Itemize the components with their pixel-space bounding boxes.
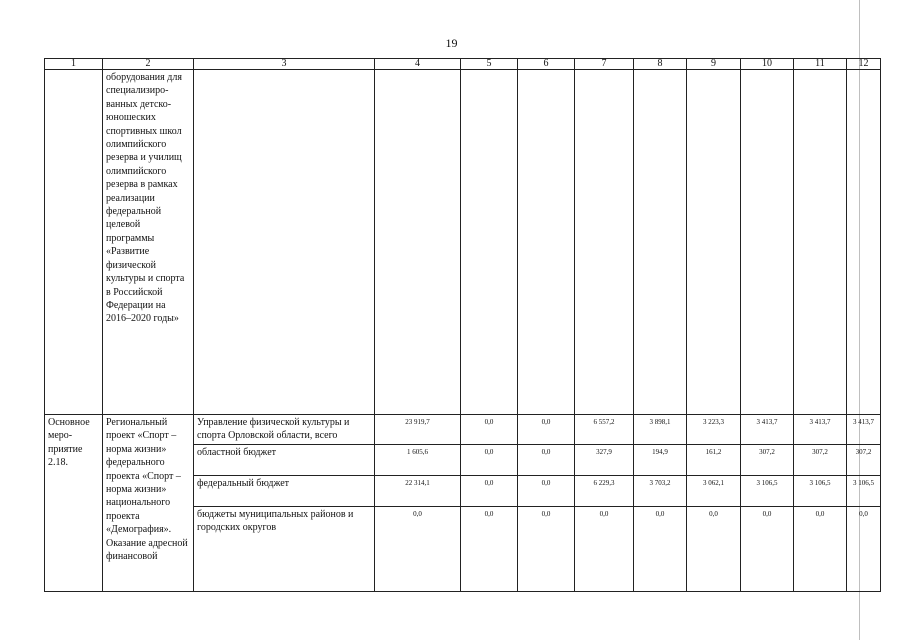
value-cell: 0,0	[461, 475, 518, 506]
value-cell: 3 106,5	[847, 475, 881, 506]
header-cell-2: 2	[103, 59, 194, 70]
value-cell: 0,0	[518, 506, 575, 591]
empty-cell	[461, 70, 518, 415]
header-cell-4: 4	[375, 59, 461, 70]
header-cell-9: 9	[687, 59, 741, 70]
value-cell: 3 106,5	[794, 475, 847, 506]
value-cell: 0,0	[741, 506, 794, 591]
value-cell: 3 898,1	[634, 415, 687, 445]
value-cell: 161,2	[687, 444, 741, 475]
page-number: 19	[445, 36, 458, 50]
value-cell: 0,0	[375, 506, 461, 591]
value-cell: 0,0	[575, 506, 634, 591]
empty-cell	[518, 70, 575, 415]
header-cell-8: 8	[634, 59, 687, 70]
funding-source: областной бюджет	[194, 444, 375, 475]
header-cell-1: 1	[45, 59, 103, 70]
value-cell: 22 314,1	[375, 475, 461, 506]
value-cell: 327,9	[575, 444, 634, 475]
value-cell: 307,2	[794, 444, 847, 475]
table-row	[45, 415, 881, 445]
value-cell: 0,0	[518, 475, 575, 506]
value-cell: 3 703,2	[634, 475, 687, 506]
empty-cell	[375, 70, 461, 415]
value-cell: 194,9	[634, 444, 687, 475]
header-cell-12: 12	[847, 59, 881, 70]
value-cell: 0,0	[518, 415, 575, 445]
empty-cell	[575, 70, 634, 415]
header-cell-11: 11	[794, 59, 847, 70]
header-cell-5: 5	[461, 59, 518, 70]
activity-description: Региональный проект «Спорт – норма жизни» федерального проекта «Спорт – норма жизни» национального проекта «Демография». Оказание адресной финансовой	[103, 415, 194, 592]
value-cell: 6 229,3	[575, 475, 634, 506]
header-cell-6: 6	[518, 59, 575, 70]
funding-source: Управление физической культуры и спорта Орловской области, всего	[194, 415, 375, 445]
value-cell: 3 106,5	[741, 475, 794, 506]
value-cell: 3 223,3	[687, 415, 741, 445]
value-cell: 3 062,1	[687, 475, 741, 506]
value-cell: 307,2	[847, 444, 881, 475]
empty-cell	[794, 70, 847, 415]
header-cell-3: 3	[194, 59, 375, 70]
value-cell: 0,0	[461, 506, 518, 591]
value-cell: 0,0	[687, 506, 741, 591]
value-cell: 0,0	[461, 415, 518, 445]
continuation-row	[45, 70, 881, 415]
value-cell: 3 413,7	[741, 415, 794, 445]
funding-source: бюджеты муниципальных районов и городских округов	[194, 506, 375, 591]
activity-number: Основное меро-приятие 2.18.	[45, 415, 103, 592]
value-cell: 3 413,7	[847, 415, 881, 445]
empty-cell	[847, 70, 881, 415]
header-cell-7: 7	[575, 59, 634, 70]
value-cell: 6 557,2	[575, 415, 634, 445]
value-cell: 0,0	[847, 506, 881, 591]
value-cell: 0,0	[634, 506, 687, 591]
continuation-col1	[45, 70, 103, 415]
empty-cell	[741, 70, 794, 415]
header-cell-10: 10	[741, 59, 794, 70]
value-cell: 3 413,7	[794, 415, 847, 445]
header-row	[45, 59, 881, 70]
empty-cell	[687, 70, 741, 415]
empty-cell	[194, 70, 375, 415]
value-cell: 1 605,6	[375, 444, 461, 475]
value-cell: 307,2	[741, 444, 794, 475]
value-cell: 23 919,7	[375, 415, 461, 445]
funding-source: федеральный бюджет	[194, 475, 375, 506]
empty-cell	[634, 70, 687, 415]
value-cell: 0,0	[461, 444, 518, 475]
value-cell: 0,0	[794, 506, 847, 591]
continuation-description: оборудования для специализиро-ванных детско-юношеских спортивных школ олимпийского резерва и училищ олимпийского резерва в рамках реализации федеральной целевой программы «Развитие физической культуры и спорта в Российской Федерации на 2016–2020 годы»	[103, 70, 194, 415]
value-cell: 0,0	[518, 444, 575, 475]
budget-table	[44, 58, 881, 592]
